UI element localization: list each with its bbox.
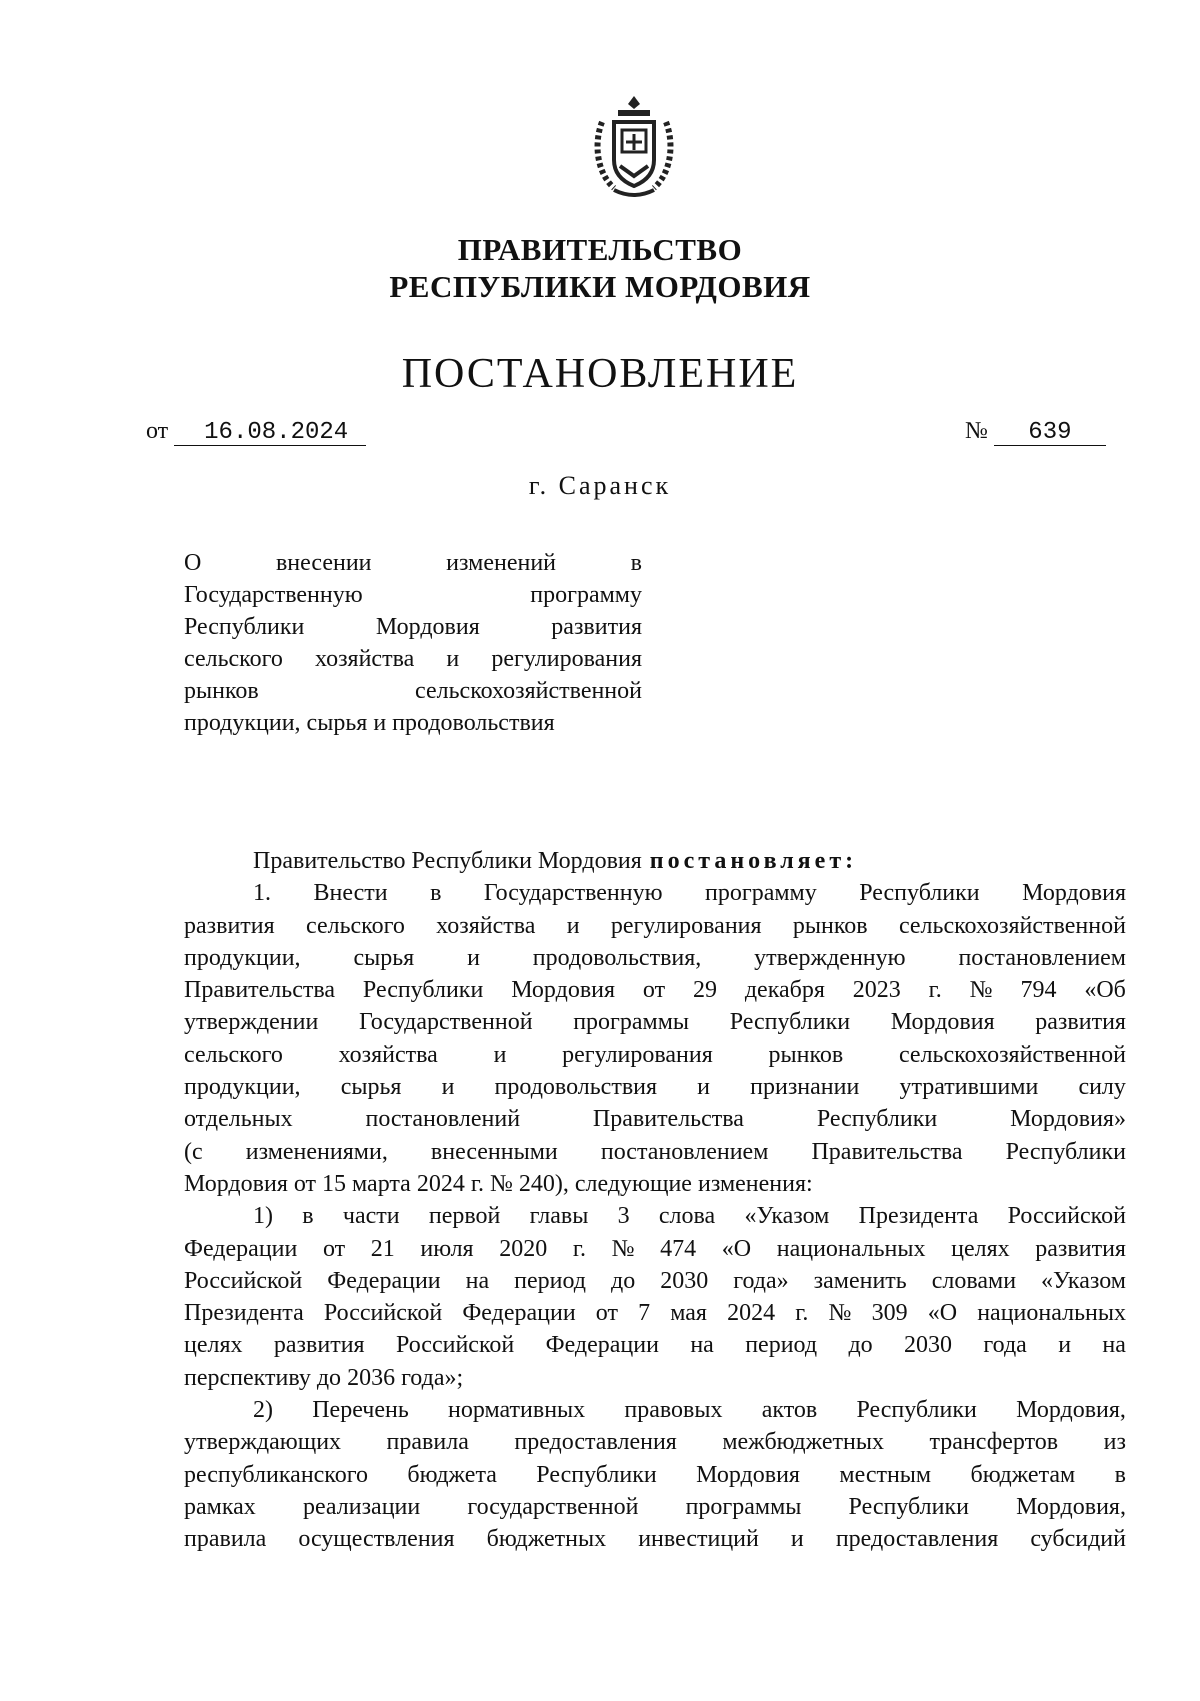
body-word: № [828, 1300, 852, 1327]
body-word: в [302, 1203, 314, 1230]
body-word: межбюджетных [722, 1429, 884, 1456]
body-word: года [983, 1332, 1027, 1359]
body-word: изменения: [697, 1170, 813, 1197]
body-word: Правительства [184, 977, 336, 1004]
body-word: от [642, 977, 666, 1004]
body-word: Федерации [184, 1235, 298, 1262]
body-line [184, 1329, 1126, 1361]
body-word: 240), [518, 1170, 575, 1197]
body-word: Российской [323, 1300, 443, 1327]
body-word: на [1102, 1332, 1126, 1359]
intro-spaced-text: постановляет: [649, 848, 858, 874]
body-word: утвержденную [754, 944, 906, 971]
body-word: г. [470, 1170, 490, 1197]
body-word: 2023 [852, 977, 901, 1004]
body-word: 2020 [499, 1235, 548, 1262]
title-word: хозяйства [314, 646, 415, 672]
body-word: сельского [306, 912, 405, 939]
body-word: Мордовия [1022, 880, 1126, 907]
body-word: актов [761, 1397, 818, 1424]
title-line [184, 675, 642, 707]
body-word: Республики [859, 880, 980, 907]
body-word: утверждающих [184, 1429, 342, 1456]
body-word: 1) [253, 1203, 273, 1230]
body-word: 15 [322, 1170, 353, 1197]
body-word: целях [184, 1332, 243, 1359]
body-word: правовых [624, 1397, 723, 1424]
body-word: Федерации [545, 1332, 659, 1359]
body-word: мая [670, 1300, 707, 1327]
title-word: Республики [184, 614, 305, 640]
document-type: ПОСТАНОВЛЕНИЕ [401, 351, 799, 397]
body-word: Республики [536, 1461, 657, 1488]
body-word: развития [1035, 1235, 1126, 1262]
body-word: «Об [1084, 977, 1126, 1004]
body-word: сырья [340, 1074, 402, 1101]
body-word: 474 [660, 1235, 697, 1262]
body-word: бюджета [407, 1461, 497, 1488]
body-word: хозяйства [338, 1041, 438, 1068]
title-word: сельскохозяйственной [415, 678, 642, 704]
body-word: Президента [858, 1203, 979, 1230]
title-line [184, 547, 642, 579]
body-word: Республики [848, 1493, 969, 1520]
body-word: из [1103, 1429, 1126, 1456]
body-word: Мордовия [890, 1009, 995, 1036]
body-word: декабря [744, 977, 825, 1004]
body-word: 309 [871, 1300, 908, 1327]
body-word: рамках [184, 1493, 256, 1520]
body-word: Мордовия [696, 1461, 800, 1488]
body-word: от [595, 1300, 618, 1327]
body-word: Федерации [462, 1300, 576, 1327]
body-word: Российской [184, 1267, 303, 1294]
body-word: перспективу [184, 1364, 317, 1391]
title-word: в [630, 550, 642, 576]
date-row [146, 418, 366, 446]
body-line [184, 1233, 1126, 1265]
title-word: Государственную [184, 582, 363, 608]
body-word: сырья [353, 944, 415, 971]
body-word: республиканского [184, 1461, 368, 1488]
city: г. Саранск [528, 471, 672, 500]
body-word: Республики [362, 977, 484, 1004]
body-line [184, 1039, 1126, 1071]
body-word: и [1058, 1332, 1072, 1359]
body-word: Мордовия, [1016, 1397, 1126, 1424]
body-word: 794 [1020, 977, 1057, 1004]
body-word: инвестиций [638, 1526, 759, 1553]
body-word: Правительства [811, 1138, 963, 1165]
body-line [184, 1426, 1126, 1458]
body-word: регулирования [610, 912, 762, 939]
title-word: программу [530, 582, 642, 608]
body-word: в [1114, 1461, 1126, 1488]
body-line [184, 1362, 1126, 1394]
title-word: Мордовия [375, 614, 480, 640]
body-word: силу [1078, 1074, 1126, 1101]
title-word: рынков [184, 678, 259, 704]
title-line [184, 611, 642, 643]
body-word: Республики [729, 1009, 851, 1036]
title-line [184, 579, 642, 611]
body-word: «Указом [1041, 1267, 1126, 1294]
body-word: период [745, 1332, 818, 1359]
document-title [184, 547, 642, 739]
body-word: 21 [370, 1235, 395, 1262]
body-word: Мордовия [184, 1170, 294, 1197]
body-word: «Указом [744, 1203, 830, 1230]
body-word: продукции, [184, 944, 301, 971]
body-word: Федерации [327, 1267, 441, 1294]
body-word: период [514, 1267, 586, 1294]
body-word: бюджетных [486, 1526, 607, 1553]
body-word: 2024 [416, 1170, 471, 1197]
body-word: и [790, 1526, 804, 1553]
body-word: и [467, 944, 480, 971]
date-value: 16.08.2024 [174, 421, 366, 446]
body-word: постановлений [365, 1106, 521, 1133]
body-word: продукции, [184, 1074, 301, 1101]
body-line [184, 910, 1126, 942]
body-word: Республики [1005, 1138, 1126, 1165]
body-word: правила [184, 1526, 267, 1553]
body-word: бюджетам [970, 1461, 1076, 1488]
body-word: продовольствия, [532, 944, 702, 971]
body-word: предоставления [514, 1429, 677, 1456]
body-word: сельскохозяйственной [898, 1041, 1126, 1068]
body-word: на [465, 1267, 490, 1294]
number-prefix: № [965, 418, 988, 444]
body-line [184, 974, 1126, 1006]
title-line [184, 643, 642, 675]
body-word: признании [750, 1074, 860, 1101]
coat-of-arms-icon [584, 92, 684, 202]
body-word: Республики [816, 1106, 938, 1133]
body-line [184, 1200, 1126, 1232]
body-word: заменить [813, 1267, 907, 1294]
body-line [184, 1136, 1126, 1168]
body-word: программы [573, 1009, 690, 1036]
body-word: «О [927, 1300, 958, 1327]
number-row [965, 418, 1106, 446]
body-word: Государственной [358, 1009, 533, 1036]
body-word: национальных [776, 1235, 926, 1262]
body-word: реализации [302, 1493, 421, 1520]
body-line [184, 877, 1126, 909]
body-word: развития [184, 912, 275, 939]
body-word: г. [572, 1235, 586, 1262]
body-word: Правительства [592, 1106, 744, 1133]
body-word: 29 [692, 977, 717, 1004]
body-word: осуществления [298, 1526, 455, 1553]
body-word: постановлением [958, 944, 1126, 971]
body-line [184, 1168, 1126, 1200]
body-word: слова [658, 1203, 716, 1230]
body-word: года» [733, 1267, 789, 1294]
body-word: № [489, 1170, 519, 1197]
body-word: утверждении [184, 1009, 319, 1036]
title-word: сельского [184, 646, 283, 672]
body-line [184, 1265, 1126, 1297]
body-word: Мордовия» [1010, 1106, 1126, 1133]
body-word: внесенными [430, 1138, 558, 1165]
body-word: и [697, 1074, 711, 1101]
org-name-line2: РЕСПУБЛИКИ МОРДОВИЯ [389, 269, 811, 304]
body-word: № [969, 977, 993, 1004]
document-body [184, 845, 1126, 1556]
body-word: от [322, 1235, 346, 1262]
body-word: (с [184, 1138, 203, 1165]
body-word: Государственную [483, 880, 663, 907]
body-word: 7 [638, 1300, 651, 1327]
body-word: изменениями, [245, 1138, 388, 1165]
body-word: регулирования [562, 1041, 713, 1068]
body-word: Перечень [312, 1397, 409, 1424]
body-word: хозяйства [436, 912, 536, 939]
title-word: продукции, сырья и продовольствия [184, 710, 555, 736]
body-word: предоставления [835, 1526, 999, 1553]
body-word: 1. [253, 880, 271, 907]
body-word: развития [273, 1332, 365, 1359]
body-word: сельскохозяйственной [898, 912, 1126, 939]
body-word: Мордовия [511, 977, 616, 1004]
body-word: июля [420, 1235, 474, 1262]
title-word: развития [551, 614, 642, 640]
title-word: О [184, 550, 202, 576]
body-word: и [493, 1041, 507, 1068]
number-value: 639 [994, 421, 1106, 446]
body-word: правила [386, 1429, 469, 1456]
body-word: рынков [768, 1041, 844, 1068]
body-word: в [430, 880, 442, 907]
body-line [184, 1394, 1126, 1426]
body-word: части [342, 1203, 400, 1230]
body-word: следующие [574, 1170, 698, 1197]
title-line [184, 707, 642, 739]
body-word: субсидий [1030, 1526, 1126, 1553]
body-word: 2036 [347, 1364, 402, 1391]
body-word: марта [352, 1170, 417, 1197]
body-line [184, 1491, 1126, 1523]
body-word: утратившими [899, 1074, 1039, 1101]
body-word: отдельных [184, 1106, 293, 1133]
body-word: сельского [184, 1041, 283, 1068]
body-word: и [441, 1074, 455, 1101]
body-line [184, 1523, 1126, 1555]
body-word: словами [931, 1267, 1017, 1294]
body-word: рынков [792, 912, 868, 939]
intro-line [184, 845, 1126, 877]
body-word: 2024 [727, 1300, 776, 1327]
body-word: на [690, 1332, 714, 1359]
body-word: 2030 [660, 1267, 709, 1294]
body-word: 3 [617, 1203, 630, 1230]
body-word: Республики [856, 1397, 977, 1424]
body-word: программу [705, 880, 817, 907]
body-word: «О [721, 1235, 752, 1262]
body-word: Мордовия, [1016, 1493, 1126, 1520]
body-word: целях [951, 1235, 1010, 1262]
body-line [184, 942, 1126, 974]
body-word: программы [685, 1493, 802, 1520]
body-line [184, 1103, 1126, 1135]
intro-text: Правительство Республики Мордовия [253, 848, 642, 874]
body-word: продовольствия [494, 1074, 658, 1101]
body-line [184, 1459, 1126, 1491]
body-word: главы [529, 1203, 589, 1230]
title-word: внесении [275, 550, 372, 576]
body-word: первой [428, 1203, 501, 1230]
body-word: Президента [184, 1300, 304, 1327]
title-word: и [446, 646, 460, 672]
body-word: № [611, 1235, 635, 1262]
body-word: Российской [1007, 1203, 1126, 1230]
body-word: до [848, 1332, 873, 1359]
body-word: года»; [401, 1364, 464, 1391]
body-word: постановлением [600, 1138, 769, 1165]
title-word: регулирования [491, 646, 642, 672]
title-word: изменений [446, 550, 557, 576]
body-word: национальных [977, 1300, 1126, 1327]
body-line [184, 1006, 1126, 1038]
body-word: трансфертов [929, 1429, 1059, 1456]
body-line [184, 1297, 1126, 1329]
body-word: от [293, 1170, 323, 1197]
body-word: г. [928, 977, 942, 1004]
body-word: до [610, 1267, 636, 1294]
body-word: Внести [313, 880, 388, 907]
body-word: и [566, 912, 580, 939]
body-line [184, 1071, 1126, 1103]
org-name-line1: ПРАВИТЕЛЬСТВО [457, 232, 743, 267]
date-prefix: от [146, 418, 169, 444]
body-word: государственной [467, 1493, 639, 1520]
body-word: Российской [395, 1332, 515, 1359]
body-word: местным [839, 1461, 932, 1488]
body-word: развития [1035, 1009, 1126, 1036]
body-word: до [316, 1364, 348, 1391]
body-word: 2030 [904, 1332, 953, 1359]
body-word: г. [795, 1300, 809, 1327]
body-word: 2) [253, 1397, 273, 1424]
body-word: нормативных [448, 1397, 586, 1424]
